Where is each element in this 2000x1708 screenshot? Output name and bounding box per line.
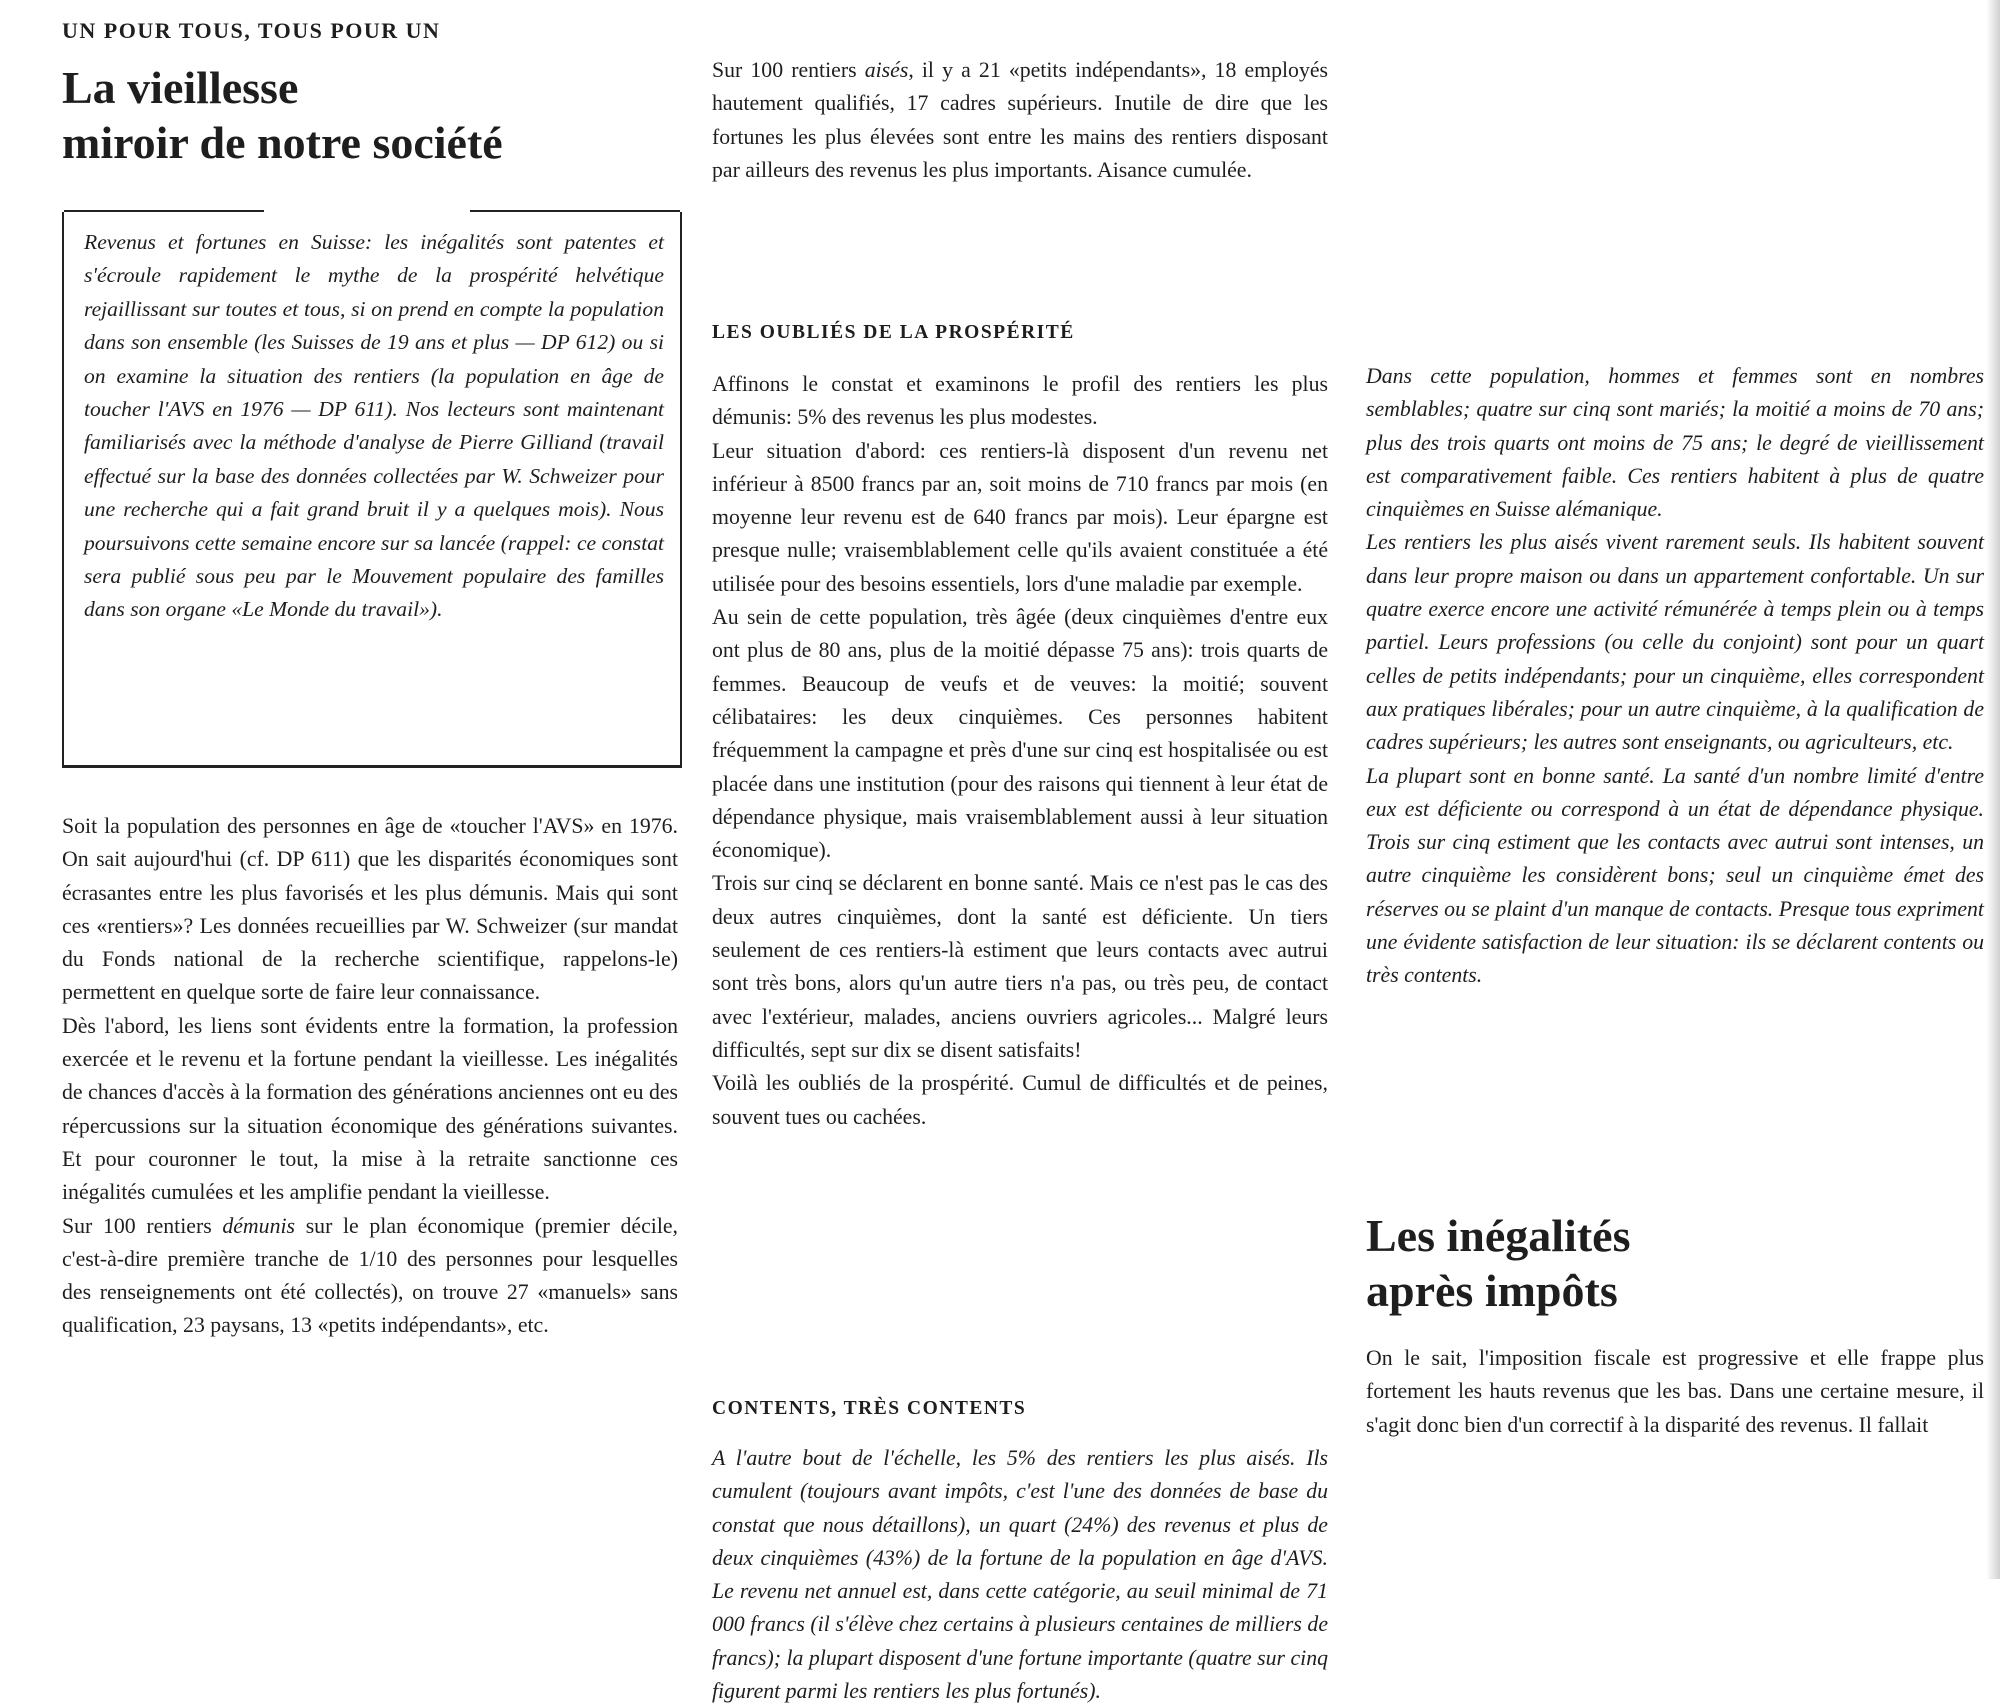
- lead-box-rule-right: [470, 210, 680, 212]
- second-headline-line-2: après impôts: [1366, 1265, 1618, 1316]
- column-3-bottom: [1366, 1342, 1984, 1442]
- paragraph: Trois sur cinq se déclarent en bonne santé. Mais ce n'est pas le cas des deux autres cinquièmes, dont la santé est déficiente. Un tiers seulement de ces rentiers-là estiment que leurs contacts avec autrui sont très bons, alors qu'un autre tiers n'a pas, ou très peu, de contact avec l'extérieur, malades, anciens ouvriers agricoles... Malgré leurs difficultés, sept sur dix se disent satisfaits!: [712, 871, 1328, 1062]
- column-2-top: [712, 54, 1328, 187]
- lead-box: [62, 212, 682, 768]
- paragraph: A l'autre bout de l'échelle, les 5% des rentiers les plus aisés. Ils cumulent (toujours avant impôts, c'est l'une des données de base du constat que nous détaillons), un quart (24%) des revenus et plus de deux cinquièmes (43%) de la fortune de la population en âge d'AVS. Le revenu net annuel est, dans cette catégorie, au seuil minimal de 71 000 francs (il s'élève chez certains à plusieurs centaines de milliers de francs); la plupart disposent d'une fortune importante (quatre sur cinq figurent parmi les rentiers les plus fortunés).: [712, 1446, 1328, 1704]
- paragraph: Dans cette population, hommes et femmes sont en nombres semblables; quatre sur cinq sont mariés; la moitié a moins de 70 ans; plus des trois quarts ont moins de 75 ans; le degré de vieillissement est comparativement faible. Ces rentiers habitent à plus de quatre cinquièmes en Suisse alémanique.: [1366, 364, 1984, 522]
- paragraph: On le sait, l'imposition fiscale est progressive et elle frappe plus fortement les hauts revenus que les bas. Dans une certaine mesure, il s'agit donc bien d'un correctif à la disparité des revenus. Il fallait: [1366, 1346, 1984, 1437]
- headline-line-1: La vieillesse: [62, 62, 299, 113]
- page-edge-shadow: [1986, 0, 2000, 1579]
- text-run: Sur 100 rentiers: [712, 58, 865, 82]
- second-headline: [1366, 1208, 1630, 1318]
- lead-text: Revenus et fortunes en Suisse: les inégalités sont patentes et s'écroule rapidement le mythe de la prospérité helvétique rejaillissant sur toutes et tous, si on prend en compte la population dans son ensemble (les Suisses de 19 ans et plus — DP 612) ou si on examine la situation des rentiers (la population en âge de toucher l'AVS en 1976 — DP 611). Nos lecteurs sont maintenant familiarisés avec la méthode d'analyse de Pierre Gilliand (travail effectué sur la base des données collectées par W. Schweizer pour une recherche qui a fait grand bruit il y a quelques mois). Nous poursuivons cette semaine encore sur sa lancée (rappel: ce constat sera publié sous peu par le Mouvement populaire des familles dans son organe «Le Monde du travail»).: [84, 230, 664, 622]
- lead-box-rule-left: [64, 210, 264, 212]
- paragraph: Affinons le constat et examinons le profil des rentiers les plus démunis: 5% des revenus les plus modestes.: [712, 372, 1328, 430]
- paragraph: La plupart sont en bonne santé. La santé d'un nombre limité d'entre eux est déficiente ou correspond à un état de dépendance physique. Trois sur cinq estiment que les contacts avec autrui sont intenses, un autre cinquième les considèrent bons; seul un cinquième émet des réserves ou se plaint d'un manque de contacts. Presque tous expriment une évidente satisfaction de leur situation: ils se déclarent contents ou très contents.: [1366, 763, 1984, 988]
- paragraph: [62, 1210, 678, 1343]
- paragraph: Voilà les oubliés de la prospérité. Cumul de difficultés et de peines, souvent tues ou cachées.: [712, 1071, 1328, 1129]
- emphasis: aisés: [864, 58, 909, 82]
- second-headline-line-1: Les inégalités: [1366, 1210, 1631, 1261]
- paragraph: Leur situation d'abord: ces rentiers-là disposent d'un revenu net inférieur à 8500 francs par an, soit moins de 710 francs par mois (en moyenne leur revenu est de 640 francs par mois). Leur épargne est presque nulle; vraisemblablement celle qu'ils avaient constituée a été utilisée pour des besoins essentiels, lors d'une maladie par exemple.: [712, 438, 1328, 596]
- paragraph: Les rentiers les plus aisés vivent rarement seuls. Ils habitent souvent dans leur propre maison ou dans un appartement confortable. Un sur quatre exerce encore une activité rémunérée à temps plein ou à temps partiel. Leurs professions (ou celle du conjoint) sont pour un quart celles de petits indépendants; pour un cinquième, elles correspondent aux pratiques libérales; pour un autre cinquième, à la qualification de cadres supérieurs; les autres sont enseignants, ou agriculteurs, etc.: [1366, 530, 1984, 755]
- column-2-middle: [712, 368, 1328, 1134]
- paragraph: Soit la population des personnes en âge de «toucher l'AVS» en 1976. On sait aujourd'hui (cf. DP 611) que les disparités économiques sont écrasantes entre les plus favorisés et les plus démunis. Mais qui sont ces «rentiers»? Les données recueillies par W. Schweizer (sur mandat du Fonds national de la recherche scientifique, rappelons-le) permettent en quelque sorte de faire leur connaissance.: [62, 814, 678, 1005]
- kicker: UN POUR TOUS, TOUS POUR UN: [62, 18, 441, 43]
- emphasis: démunis: [222, 1213, 296, 1238]
- paragraph: Au sein de cette population, très âgée (deux cinquièmes d'entre eux ont plus de 80 ans, plus de la moitié dépasse 75 ans): trois quarts de femmes. Beaucoup de veufs et de veuves: la moitié; souvent célibataires: les deux cinquièmes. Ces personnes habitent fréquemment la campagne et près d'une sur cinq est hospitalisée ou est placée dans une institution (pour des raisons qui tiennent à leur état de dépendance physique, mais vraisemblablement aussi à leur situation économique).: [712, 605, 1328, 863]
- headline-line-2: miroir de notre société: [62, 117, 503, 168]
- subheading-contents: CONTENTS, TRÈS CONTENTS: [712, 1398, 1027, 1419]
- column-1-body: [62, 810, 678, 1343]
- column-3-top: [1366, 360, 1984, 993]
- text-run: sur le plan économique (premier décile, c'est-à-dire première tranche de 1/10 des personnes pour lesquelles des renseignements ont été collectés), on trouve 27 «manuels» sans qualification, 23 paysans, 13 «petits indépendants», etc.: [62, 1213, 678, 1338]
- subheading-forgotten: LES OUBLIÉS DE LA PROSPÉRITÉ: [712, 322, 1075, 343]
- paragraph: [712, 54, 1328, 187]
- paragraph: Dès l'abord, les liens sont évidents entre la formation, la profession exercée et le revenu et la fortune pendant la vieillesse. Les inégalités de chances d'accès à la formation des générations anciennes ont eu des répercussions sur la situation économique des générations suivantes. Et pour couronner le tout, la mise à la retraite sanctionne ces inégalités cumulées et les amplifie pendant la vieillesse.: [62, 1013, 678, 1205]
- column-2-bottom: [712, 1442, 1328, 1708]
- headline: [62, 60, 503, 170]
- text-run: , il y a 21 «petits indépendants», 18 employés hautement qualifiés, 17 cadres supérieurs. Inutile de dire que les fortunes les plus élevées sont entre les mains des rentiers disposant par ailleurs des revenus les plus importants. Aisance cumulée.: [712, 58, 1329, 182]
- text-run: Sur 100 rentiers: [62, 1213, 223, 1238]
